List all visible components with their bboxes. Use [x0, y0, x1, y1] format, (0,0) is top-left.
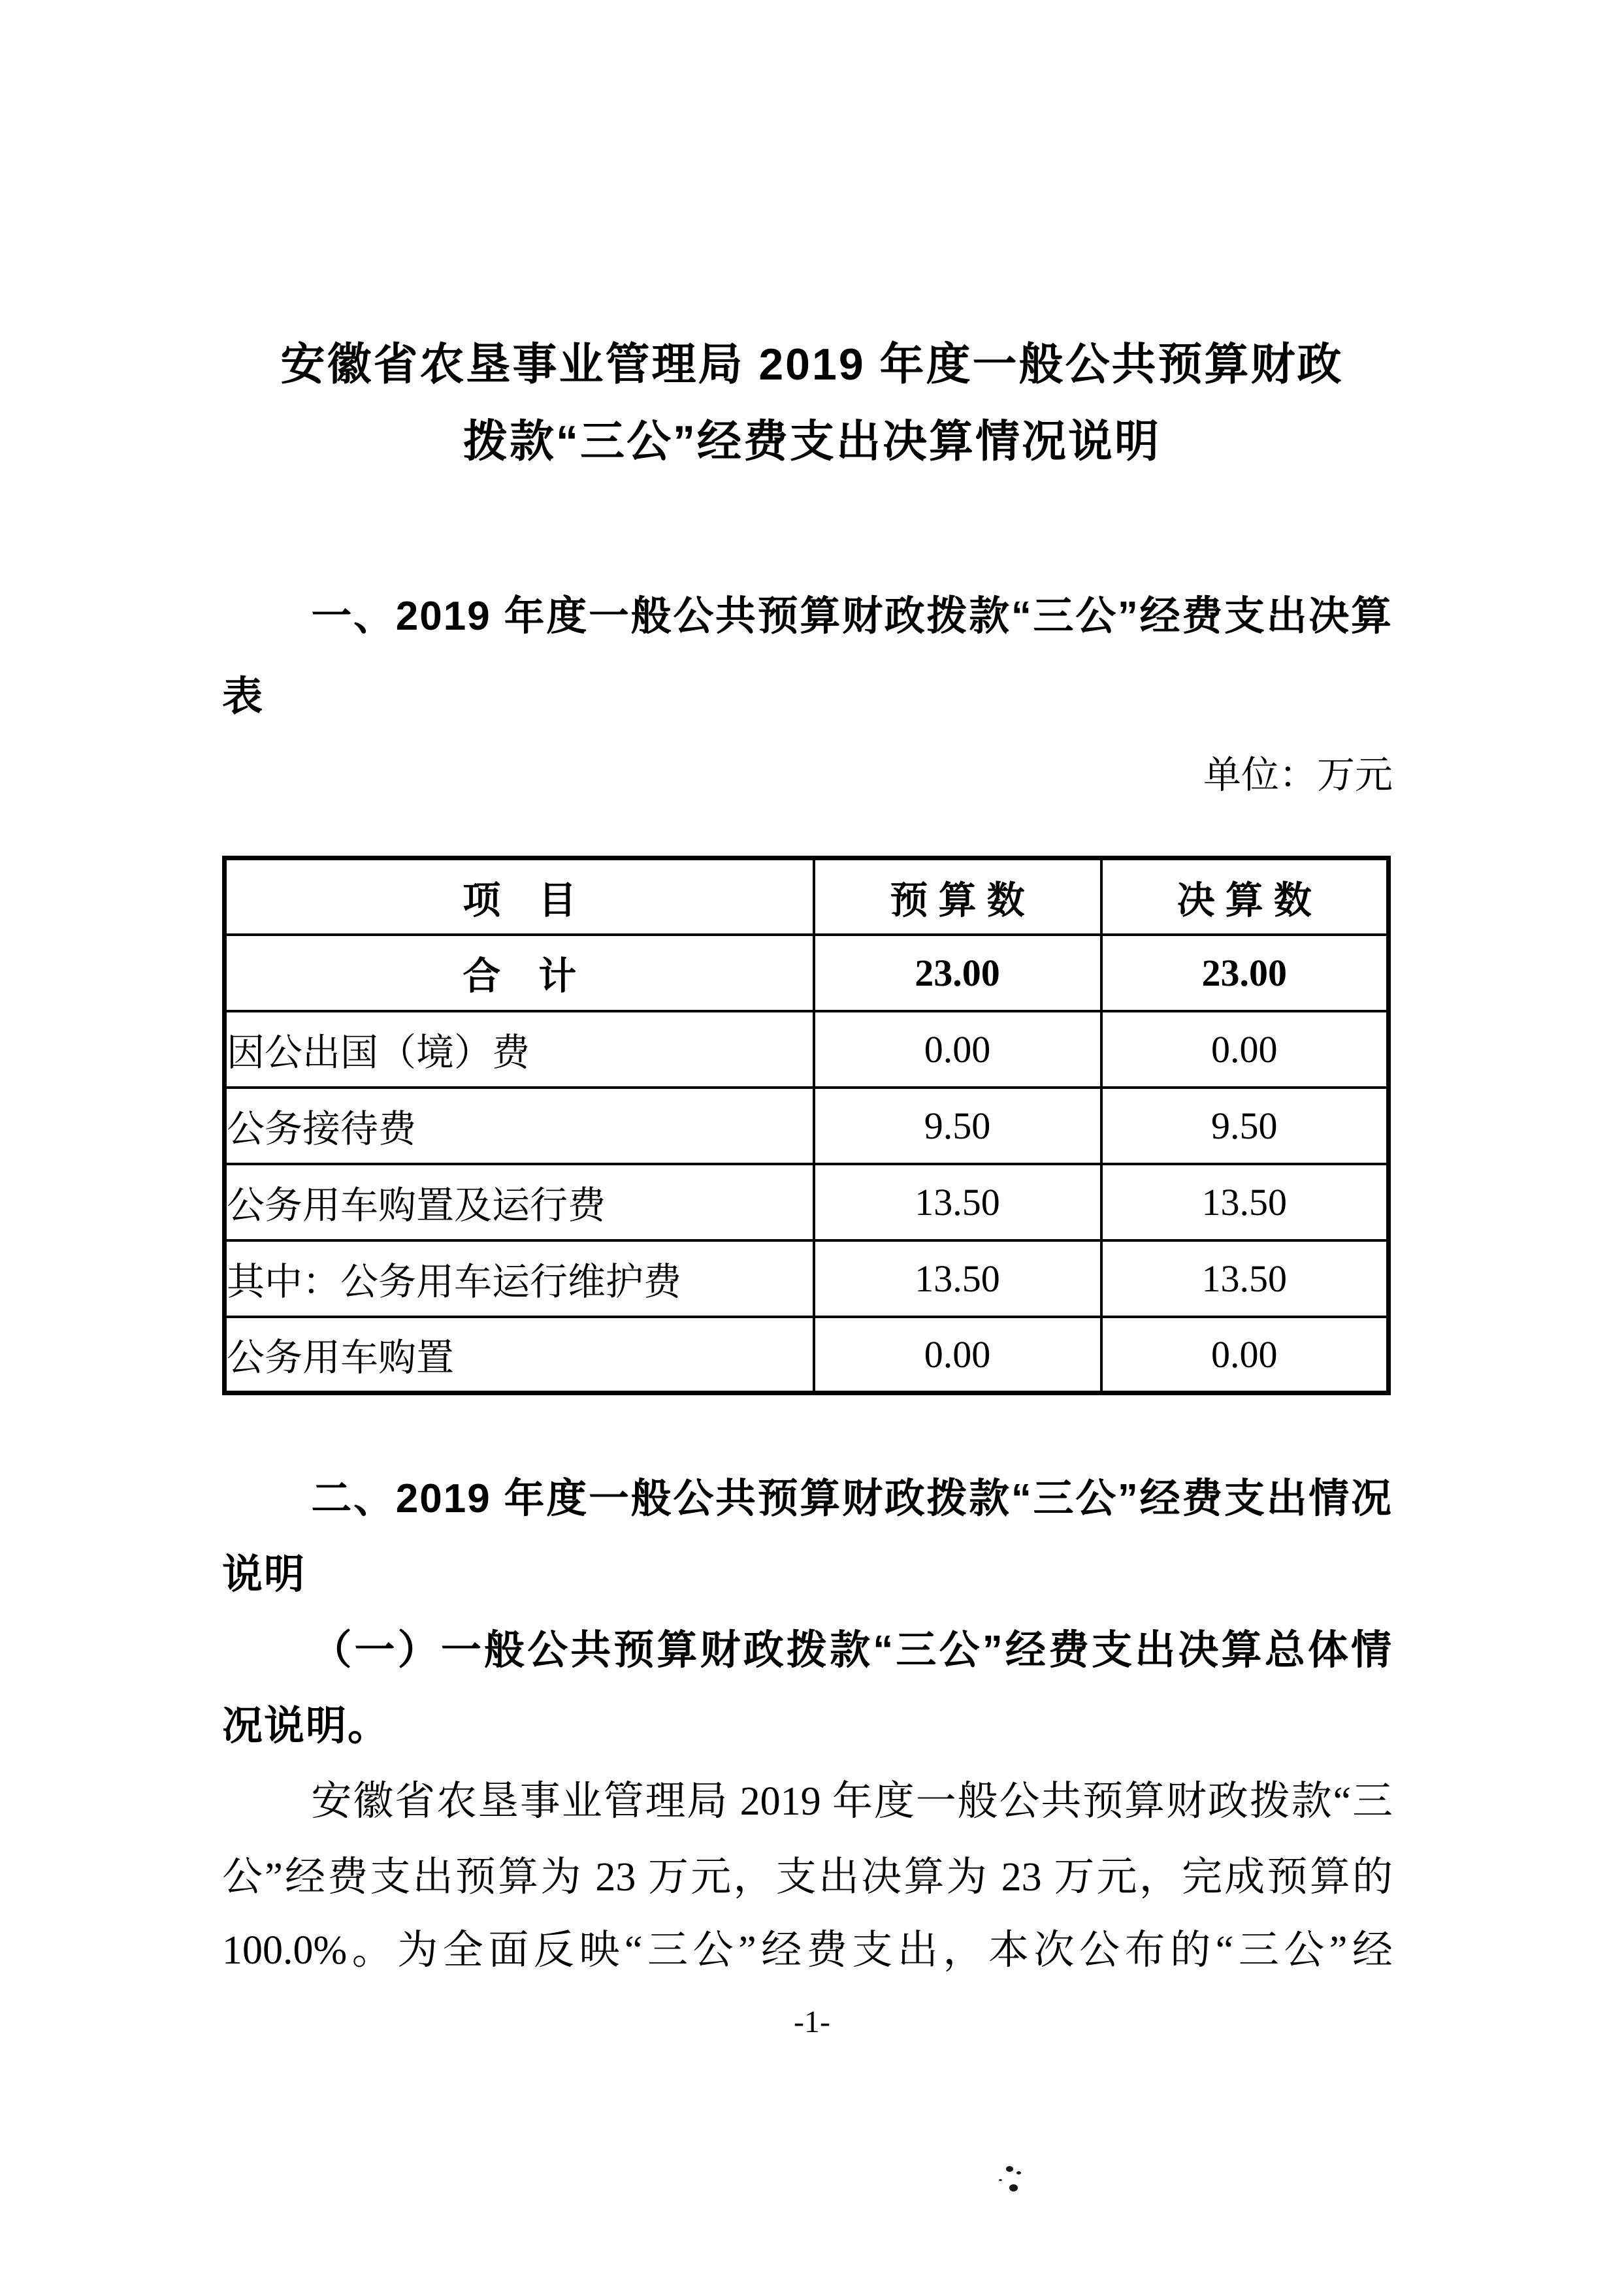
row-budget-value: 0.00	[814, 1011, 1101, 1088]
row-label: 因公出国（境）费	[225, 1011, 814, 1088]
section-2-subheading-line-2: 况说明。	[222, 1704, 390, 1749]
section-2-heading-line-1: 二、2019 年度一般公共预算财政拨款“三公”经费支出情况	[311, 1476, 1393, 1521]
table-row-vehicle-purchase	[225, 1317, 1389, 1393]
row-final-value: 13.50	[1101, 1164, 1389, 1240]
row-budget-value: 13.50	[814, 1164, 1101, 1240]
section-2-subheading-line-1: （一）一般公共预算财政拨款“三公”经费支出决算总体情	[311, 1628, 1393, 1673]
page-number: -1-	[794, 2005, 830, 2039]
col-header-item: 项 目	[225, 858, 814, 935]
row-budget-value: 0.00	[814, 1317, 1101, 1393]
section-2-heading-line-2: 说明	[222, 1552, 306, 1597]
row-budget-value: 13.50	[814, 1240, 1101, 1317]
ink-speckle	[1006, 2166, 1013, 2172]
table-header-row	[225, 858, 1389, 935]
row-label: 公务用车购置	[225, 1317, 814, 1393]
table-row-abroad	[225, 1011, 1389, 1088]
budget-table	[222, 856, 1391, 1395]
table-row-vehicle-total	[225, 1164, 1389, 1240]
section-1-heading-line-2: 表	[222, 674, 265, 719]
row-final-value: 23.00	[1101, 935, 1389, 1011]
row-label: 合 计	[225, 935, 814, 1011]
col-header-final: 决 算 数	[1101, 858, 1389, 935]
row-budget-value: 23.00	[814, 935, 1101, 1011]
table-row-reception	[225, 1088, 1389, 1164]
row-label: 公务接待费	[225, 1088, 814, 1164]
table-unit-label: 单位：万元	[1203, 754, 1393, 796]
row-label: 其中：公务用车运行维护费	[225, 1240, 814, 1317]
row-final-value: 0.00	[1101, 1011, 1389, 1088]
table-row-vehicle-maintenance	[225, 1240, 1389, 1317]
row-final-value: 0.00	[1101, 1317, 1389, 1393]
paragraph-line-2: 公”经费支出预算为 23 万元，支出决算为 23 万元，完成预算的	[222, 1855, 1393, 1900]
row-budget-value: 9.50	[814, 1088, 1101, 1164]
row-final-value: 9.50	[1101, 1088, 1389, 1164]
row-final-value: 13.50	[1101, 1240, 1389, 1317]
document-title-line-2: 拨款“三公”经费支出决算情况说明	[463, 417, 1161, 466]
paragraph-line-3: 100.0%。为全面反映“三公”经费支出，本次公布的“三公”经	[222, 1928, 1393, 1973]
document-title-line-1: 安徽省农垦事业管理局 2019 年度一般公共预算财政	[280, 340, 1344, 389]
section-1-heading-line-1: 一、2019 年度一般公共预算财政拨款“三公”经费支出决算	[311, 594, 1393, 639]
paragraph-line-1: 安徽省农垦事业管理局 2019 年度一般公共预算财政拨款“三	[311, 1779, 1393, 1824]
row-label: 公务用车购置及运行费	[225, 1164, 814, 1240]
col-header-budget: 预 算 数	[814, 858, 1101, 935]
table-row-total	[225, 935, 1389, 1011]
